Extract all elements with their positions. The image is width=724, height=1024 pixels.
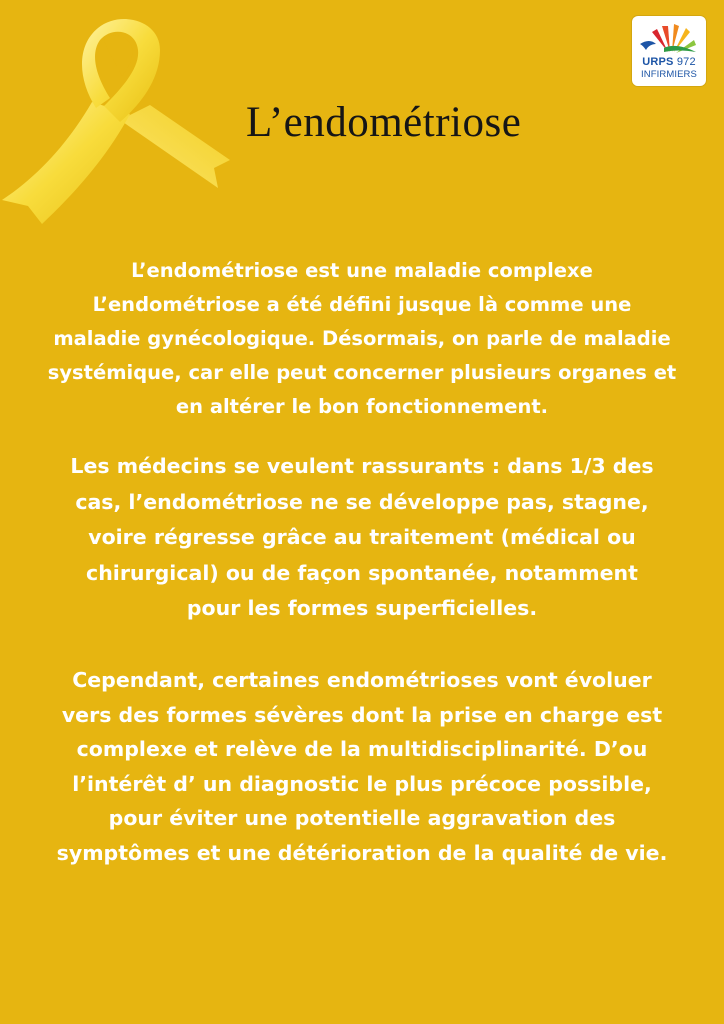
paragraph-intro: [8, 254, 716, 424]
text-line: pour éviter une potentielle aggravation des: [108, 806, 616, 830]
text-line: symptômes et une détérioration de la qualité de vie.: [56, 840, 668, 865]
text-line: chirurgical) ou de façon spontanée, notamment: [86, 560, 638, 585]
text-line: vers des formes sévères dont la prise en charge est: [61, 702, 663, 727]
paragraph-reassurance: [8, 449, 716, 627]
urps-logo: [632, 16, 706, 86]
page-title: L’endométriose: [246, 99, 522, 146]
text-line: voire régresse grâce au traitement (médical ou: [88, 525, 636, 549]
paragraph-severity: [8, 663, 716, 870]
text-line: cas, l’endométriose ne se développe pas, stagne,: [75, 489, 649, 514]
text-line: l’intérêt d’ un diagnostic le plus précoce possible,: [72, 771, 652, 796]
logo-brand: URPS 972: [642, 56, 696, 68]
text-line: Les médecins se veulent rassurants : dans 1/3 des: [70, 454, 654, 478]
text-line: L’endométriose est une maladie complexe: [131, 259, 593, 282]
text-line: L’endométriose a été défini jusque là comme une: [92, 293, 632, 316]
text-line: complexe et relève de la multidisciplinarité. D’ou: [76, 737, 648, 761]
awareness-ribbon-icon: [0, 10, 235, 225]
bird-sun-icon: [638, 22, 700, 56]
logo-subtitle: INFIRMIERS: [641, 69, 697, 80]
text-line: maladie gynécologique. Désormais, on parle de maladie: [53, 327, 671, 350]
text-line: pour les formes superficielles.: [186, 596, 538, 620]
text-line: Cependant, certaines endométrioses vont évoluer: [72, 668, 652, 692]
text-line: systémique, car elle peut concerner plusieurs organes et: [47, 361, 677, 384]
text-line: en altérer le bon fonctionnement.: [175, 395, 549, 418]
